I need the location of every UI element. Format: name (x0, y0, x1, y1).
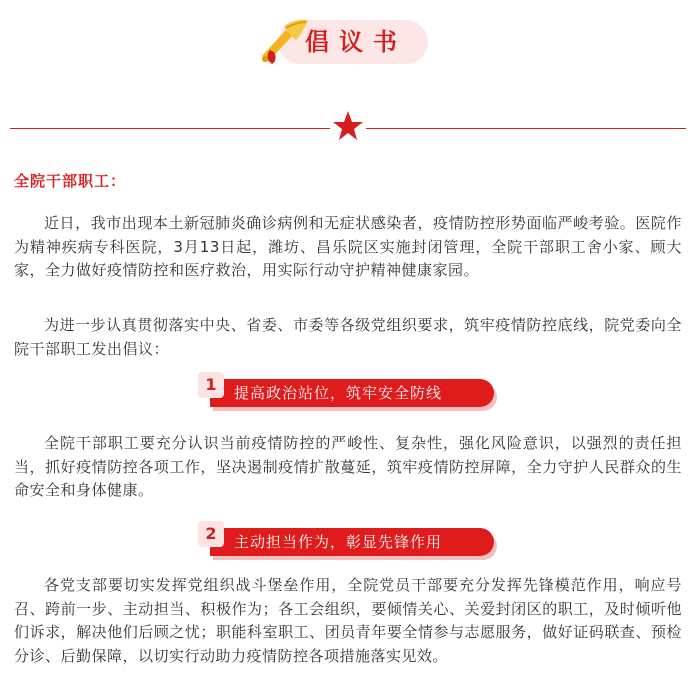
section-2-paragraph: 各党支部要切实发挥党组织战斗堡垒作用，全院党员干部要充分发挥先锋模范作用，响应号召、跨前一步、主动担当、积极作为；各工会组织，要倾情关心、关爱封闭区的职工，及时倾听他们诉求，解决他们后顾之忧；职能科室职工、团员青年要全情参与志愿服务，做好证码联查、预检分诊、后勤保障，以切实行动助力疫情防控各项措施落实见效。 (14, 576, 682, 665)
section-1-paragraph: 全院干部职工要充分认识当前疫情防控的严峻性、复杂性，强化风险意识，以强烈的责任担当，抓好疫情防控各项工作，坚决遏制疫情扩散蔓延，筑牢疫情防控屏障，全力守护人民群众的生命安全和身体健康。 (14, 434, 682, 499)
divider-right (366, 128, 686, 129)
page-title: 倡议书 (305, 28, 407, 56)
trumpet-icon (256, 16, 312, 68)
salutation: 全院干部职工： (14, 172, 127, 190)
section-heading-1 (198, 372, 498, 414)
call-paragraph: 为进一步认真贯彻落实中央、省委、市委等各级党组织要求，筑牢疫情防控底线，院党委向全院干部职工发出倡议： (14, 316, 682, 358)
divider-left (10, 128, 330, 129)
header-badge (256, 16, 432, 68)
section-number: 2 (198, 521, 224, 547)
section-title: 提高政治站位，筑牢安全防线 (234, 384, 443, 402)
section-title: 主动担当作为，彰显先锋作用 (234, 533, 443, 551)
star-icon (332, 110, 364, 142)
section-number: 1 (198, 372, 224, 398)
intro-paragraph: 近日，我市出现本土新冠肺炎确诊病例和无症状感染者，疫情防控形势面临严峻考验。医院作为精神疾病专科医院，3月13日起，潍坊、昌乐院区实施封闭管理，全院干部职工舍小家、顾大家，全力做好疫情防控和医疗救治，用实际行动守护精神健康家园。 (14, 214, 682, 279)
section-heading-2 (198, 521, 498, 563)
